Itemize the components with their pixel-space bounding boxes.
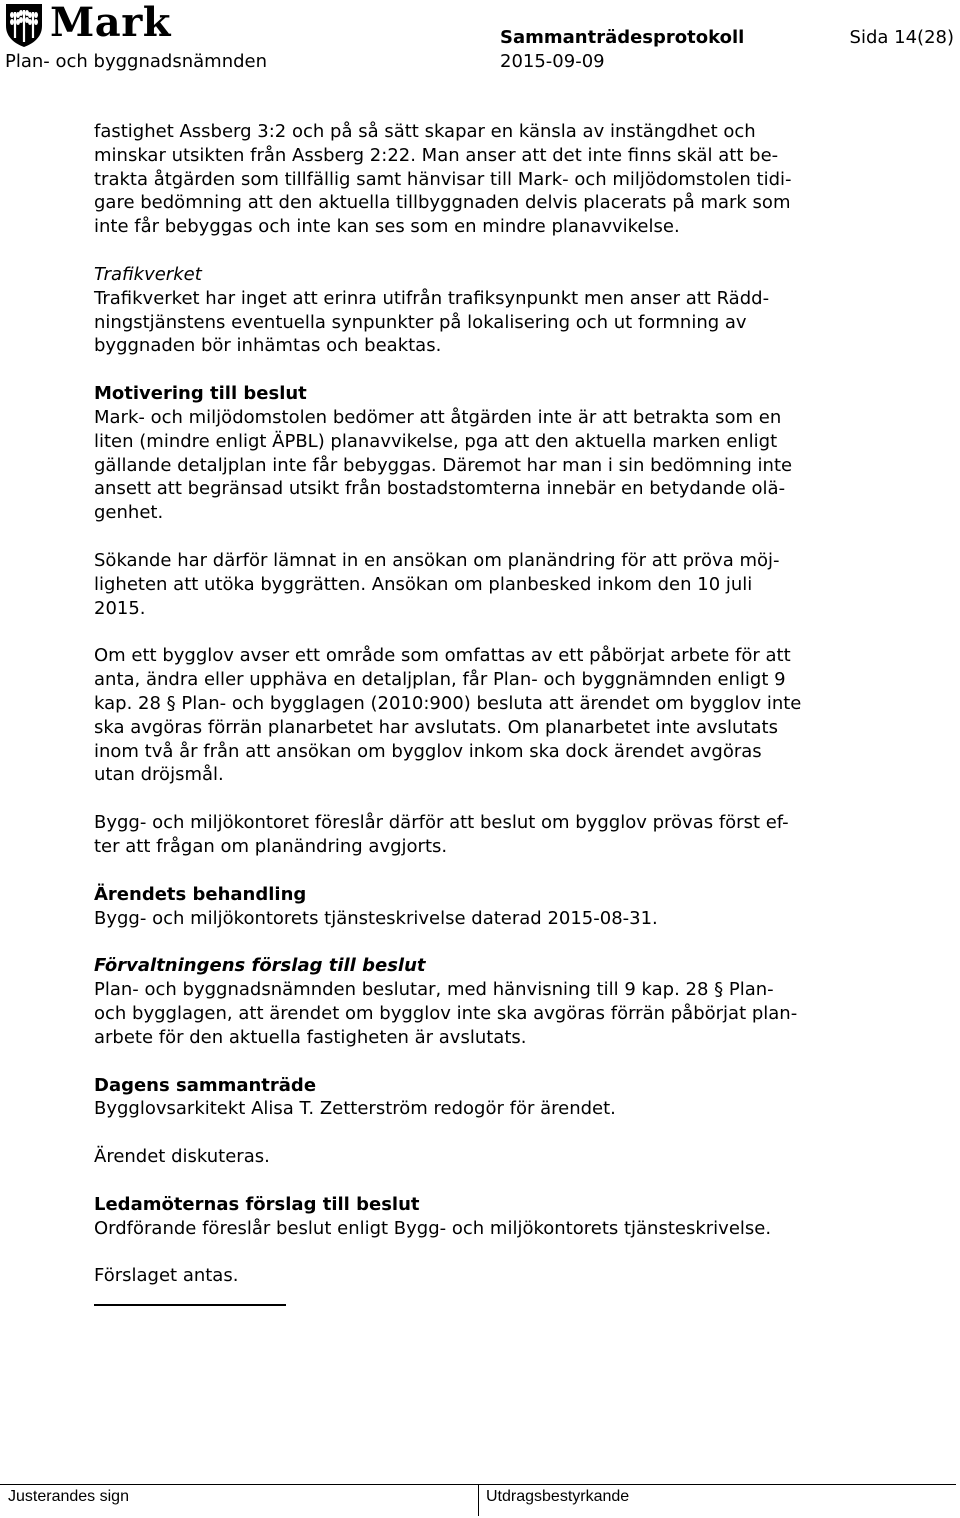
text-line: ligheten att utöka byggrätten. Ansökan om planbesked inkom den 10 juli — [94, 573, 753, 595]
text-line: arbete för den aktuella fastigheten är avslutats. — [94, 1026, 527, 1048]
text-line: fastighet Assberg 3:2 och på så sätt skapar en känsla av instängdhet och — [94, 121, 756, 142]
section-heading: Motivering till beslut — [94, 383, 307, 405]
justerandes-sign-label: Justerandes sign — [8, 1488, 129, 1505]
text-line: gare bedömning att den aktuella tillbyggnaden delvis placerats på mark som — [94, 192, 791, 214]
text-line: gällande detaljplan inte får bebyggas. Däremot har man i sin bedömning inte — [94, 454, 793, 476]
text-line: trakta åtgärden som tillfällig samt hänvisar till Mark- och miljödomstolen tidi- — [94, 168, 792, 190]
text-line: 2015. — [94, 597, 146, 619]
ledamoternas-forslag-section — [94, 1193, 894, 1241]
document-title: Sammanträdesprotokoll — [500, 27, 745, 48]
text-line: och bygglagen, att ärendet om bygglov inte ska avgöras förrän påbörjat plan- — [94, 1002, 798, 1024]
section-heading: Trafikverket — [94, 263, 202, 285]
forvaltningens-forslag-section — [94, 954, 894, 1049]
page-number: Sida 14(28) — [849, 27, 954, 48]
text-line: ska avgöras förrän planarbetet har avslutats. Om planarbetet inte avslutats — [94, 716, 778, 738]
motivering-section — [94, 382, 894, 525]
text-line: Bygg- och miljökontorets tjänsteskrivelse daterad 2015-08-31. — [94, 907, 658, 929]
intro-paragraph — [94, 120, 894, 239]
text-line: minskar utsikten från Assberg 2:22. Man anser att det inte finns skäl att be- — [94, 144, 779, 166]
text-line: inom två år från att ansökan om bygglov inkom ska dock ärendet avgöras — [94, 740, 762, 762]
municipal-coat-of-arms-icon — [4, 2, 44, 48]
utdragsbestyrkande-label: Utdragsbestyrkande — [486, 1488, 630, 1505]
text-line: Förslaget antas. — [94, 1265, 239, 1287]
text-line: byggnaden bör inhämtas och beaktas. — [94, 335, 442, 357]
text-line: Bygglovsarkitekt Alisa T. Zetterström redogör för ärendet. — [94, 1098, 616, 1120]
bygg-kontoret-paragraph — [94, 811, 894, 859]
text-line: utan dröjsmål. — [94, 764, 224, 786]
meeting-date: 2015-09-09 — [500, 51, 605, 72]
text-line: anta, ändra eller upphäva en detaljplan, får Plan- och byggnämnden enligt 9 — [94, 669, 786, 691]
logo-wordmark: Mark — [50, 0, 171, 46]
text-line: Sökande har därför lämnat in en ansökan om planändring för att pröva möj- — [94, 549, 780, 571]
sokande-paragraph — [94, 549, 894, 620]
text-line: liten (mindre enligt ÄPBL) planavvikelse, pga att den aktuella marken enligt — [94, 430, 778, 452]
committee-name: Plan- och byggnadsnämnden — [5, 51, 268, 72]
text-line: Om ett bygglov avser ett område som omfattas av ett påbörjat arbete för att — [94, 645, 791, 667]
diskuteras-paragraph — [94, 1145, 894, 1169]
text-line: Mark- och miljödomstolen bedömer att åtgärden inte är att betrakta som en — [94, 406, 782, 428]
section-heading: Dagens sammanträde — [94, 1074, 317, 1096]
text-line: Bygg- och miljökontoret föreslår därför att beslut om bygglov prövas först ef- — [94, 812, 789, 834]
om-bygglov-paragraph — [94, 644, 894, 787]
signature-line — [94, 1304, 286, 1306]
text-line: kap. 28 § Plan- och bygglagen (2010:900) besluta att ärendet om bygglov inte — [94, 692, 802, 714]
text-line: genhet. — [94, 502, 164, 524]
protocol-body — [94, 120, 894, 1312]
text-line: ningstjänstens eventuella synpunkter på lokalisering och ut formning av — [94, 311, 747, 333]
text-line: Plan- och byggnadsnämnden beslutar, med hänvisning till 9 kap. 28 § Plan- — [94, 979, 774, 1001]
dagens-sammantrade-section — [94, 1074, 894, 1122]
text-line: Ordförande föreslår beslut enligt Bygg- och miljökontorets tjänsteskrivelse. — [94, 1217, 772, 1239]
footer-column-divider — [478, 1484, 479, 1516]
text-line: Ärendet diskuteras. — [94, 1146, 270, 1168]
arendets-behandling-section — [94, 883, 894, 931]
forslaget-antas-paragraph — [94, 1264, 894, 1288]
section-heading: Förvaltningens förslag till beslut — [94, 955, 426, 977]
section-heading: Ärendets behandling — [94, 883, 307, 905]
text-line: ansett att begränsad utsikt från bostadstomterna innebär en betydande olä- — [94, 478, 786, 500]
text-line: inte får bebyggas och inte kan ses som en mindre planavvikelse. — [94, 216, 680, 238]
text-line: ter att frågan om planändring avgjorts. — [94, 835, 448, 857]
section-heading: Ledamöternas förslag till beslut — [94, 1193, 420, 1215]
municipality-logo — [4, 2, 171, 48]
text-line: Trafikverket har inget att erinra utifrån trafiksynpunkt men anser att Rädd- — [94, 287, 770, 309]
trafikverket-section — [94, 263, 894, 358]
